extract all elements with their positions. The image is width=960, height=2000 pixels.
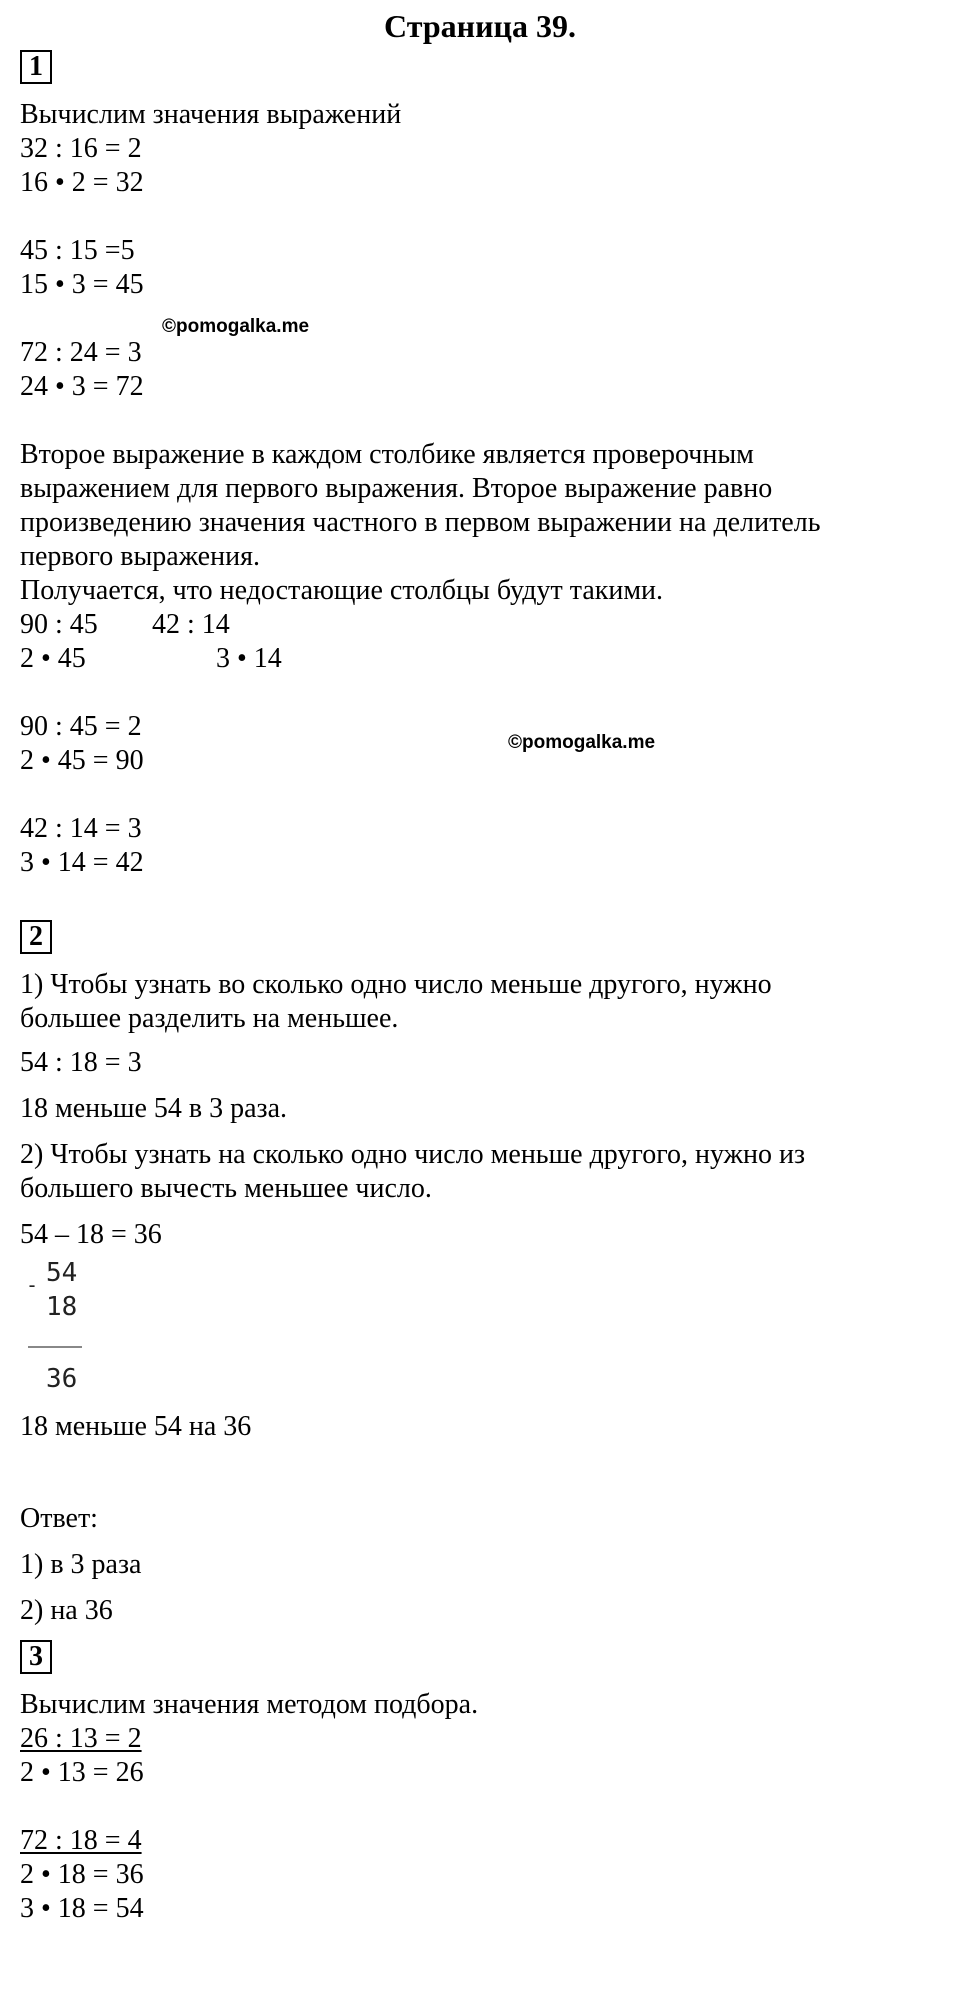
expression-line: 15 • 3 = 45 [20,269,144,300]
rule-line: большее разделить на меньшее. [20,1003,399,1034]
watermark: ©pomogalka.me [508,732,656,753]
expression-line: 42 : 14 = 3 [20,813,142,844]
column-minuend: 54 [46,1258,78,1288]
explanation-line: произведению значения частного в первом выражении на делитель [20,507,821,538]
result-line: 18 меньше 54 в 3 раза. [20,1093,288,1124]
task-3-number: 3 [20,1640,52,1674]
expression-line: 72 : 24 = 3 [20,337,142,368]
rule-line: большего вычесть меньшее число. [20,1173,432,1204]
task-2-number: 2 [20,920,52,954]
expression-line: 24 • 3 = 72 [20,371,144,402]
calculation: 54 : 18 = 3 [20,1047,142,1078]
missing-column-expression: 42 : 14 [152,609,230,640]
expression-line: 3 • 18 = 54 [20,1893,144,1924]
column-minus-sign: - [26,1273,39,1297]
result-line: 18 меньше 54 на 36 [20,1411,252,1442]
expression-line: 16 • 2 = 32 [20,167,144,198]
page-title: Страница 39. [384,8,576,44]
watermark: ©pomogalka.me [162,316,310,337]
task-1-number: 1 [20,50,52,84]
missing-column-expression: 90 : 45 [20,609,98,640]
explanation-line: Второе выражение в каждом столбике является проверочным [20,439,754,470]
rule-line: 1) Чтобы узнать во сколько одно число меньше другого, нужно [20,969,772,1000]
expression-line: 72 : 18 = 4 [20,1825,142,1856]
answer-line: 1) в 3 раза [20,1549,142,1580]
task-3-intro: Вычислим значения методом подбора. [20,1689,479,1720]
calculation: 54 – 18 = 36 [20,1219,162,1250]
answer-label: Ответ: [20,1503,98,1534]
missing-column-expression: 3 • 14 [216,643,282,674]
explanation-line: выражением для первого выражения. Второе выражение равно [20,473,773,504]
expression-line: 90 : 45 = 2 [20,711,142,742]
expression-line: 2 • 18 = 36 [20,1859,144,1890]
column-divider [28,1346,82,1348]
expression-line: 45 : 15 =5 [20,235,135,266]
explanation-line: первого выражения. [20,541,260,572]
expression-line: 3 • 14 = 42 [20,847,144,878]
expression-line: 2 • 45 = 90 [20,745,144,776]
column-difference: 36 [46,1364,78,1394]
answer-line: 2) на 36 [20,1595,113,1626]
expression-line: 2 • 13 = 26 [20,1757,144,1788]
task-1-intro: Вычислим значения выражений [20,99,402,130]
expression-line: 32 : 16 = 2 [20,133,142,164]
column-subtrahend: 18 [46,1292,78,1322]
explanation-line: Получается, что недостающие столбцы будут такими. [20,575,664,606]
rule-line: 2) Чтобы узнать на сколько одно число меньше другого, нужно из [20,1139,805,1170]
missing-column-expression: 2 • 45 [20,643,86,674]
expression-line: 26 : 13 = 2 [20,1723,142,1754]
